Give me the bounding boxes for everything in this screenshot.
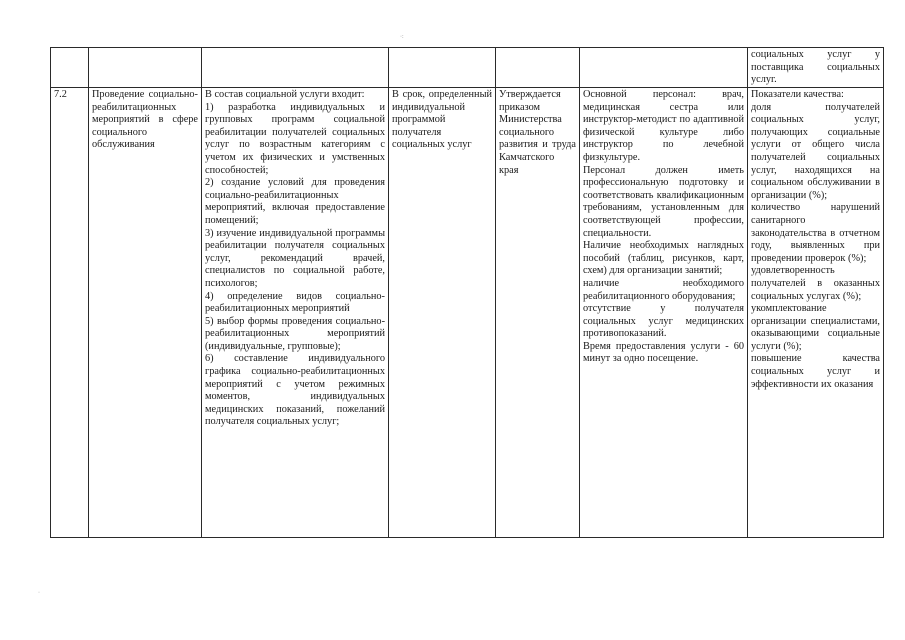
scan-speck: ·: [400, 34, 404, 40]
cell-service-conditions [580, 88, 748, 538]
conditions-item: Наличие необходимых наглядных пособий (таблиц, рисунков, карт, схем) для организации занятий; [583, 240, 744, 277]
cell-timing-empty [389, 48, 496, 88]
content-item: 6) составление индивидуального графика социально-реабилитационных мероприятий с учетом режимных моментов, индивидуальных медицинских показаний, пожеланий получателя социальных услуг; [205, 353, 385, 428]
cell-service-tariff: Утверждается приказом Министерства социального развития и труда Камчатского края [496, 88, 580, 538]
cell-conditions-empty [580, 48, 748, 88]
quality-item: удовлетворенность получателей в оказанных социальных услугах (%); [751, 265, 880, 302]
services-table [50, 47, 884, 538]
cell-service-name: Проведение социально-реабилитационных мероприятий в сфере социального обслуживания [89, 88, 202, 538]
content-item: 5) выбор формы проведения социально-реабилитационных мероприятий (индивидуальные, групповые); [205, 315, 385, 352]
content-item: 3) изучение индивидуальной программы реабилитации получателя социальных услуг, рекомендаций врачей, специалистов по социальной работе, психологов; [205, 227, 385, 289]
conditions-item: наличие необходимого реабилитационного оборудования; [583, 277, 744, 302]
conditions-item: Основной персонал: врач, медицинская сестра или инструктор-методист по адаптивной физической культуре либо инструктор по лечебной физкультуре. [583, 89, 744, 163]
content-item: 2) создание условий для проведения социально-реабилитационных мероприятий, включая предоставление помещений; [205, 177, 385, 226]
quality-item: Показатели качества: [751, 89, 844, 100]
cell-quality-continuation: социальных услуг у поставщика социальных услуг. [748, 48, 884, 88]
cell-tariff-empty [496, 48, 580, 88]
conditions-item: Персонал должен иметь профессиональную подготовку и соответствовать квалификационным требованиям, установленным для соответствующей профессии, специальности. [583, 164, 744, 239]
scan-speck: · [38, 590, 40, 596]
conditions-item: Время предоставления услуги - 60 минут за одно посещение. [583, 340, 744, 365]
quality-item: доля получателей социальных услуг, получающих социальные услуги от общего числа получателей социальных услуг, находящихся на социальном обслуживании в организации (%); [751, 101, 880, 201]
quality-item: укомплектование организации специалистами, оказывающими социальные услуги (%); [751, 303, 880, 352]
cell-name-empty [89, 48, 202, 88]
cell-service-quality [748, 88, 884, 538]
cell-service-number: 7.2 [51, 88, 89, 538]
quality-item: повышение качества социальных услуг и эффективности их оказания [751, 353, 880, 390]
cell-content-empty [202, 48, 389, 88]
content-item: 1) разработка индивидуальных и групповых программ социальной реабилитации получателей социальных услуг по возрастным категориям с учетом их физических и умственных способностей; [205, 101, 385, 176]
table-row-continuation [51, 48, 884, 88]
cell-service-content [202, 88, 389, 538]
cell-service-timing: В срок, определенный индивидуальной программой получателя социальных услуг [389, 88, 496, 538]
conditions-item: отсутствие у получателя социальных услуг медицинских противопоказаний. [583, 303, 744, 340]
quality-item: количество нарушений санитарного законодательства в отчетном году, выявленных при проведении проверок (%); [751, 202, 880, 264]
content-item: 4) определение видов социально-реабилитационных мероприятий [205, 290, 385, 315]
table-row-service [51, 88, 884, 538]
content-item: В состав социальной услуги входит: [205, 89, 365, 100]
cell-number-empty [51, 48, 89, 88]
